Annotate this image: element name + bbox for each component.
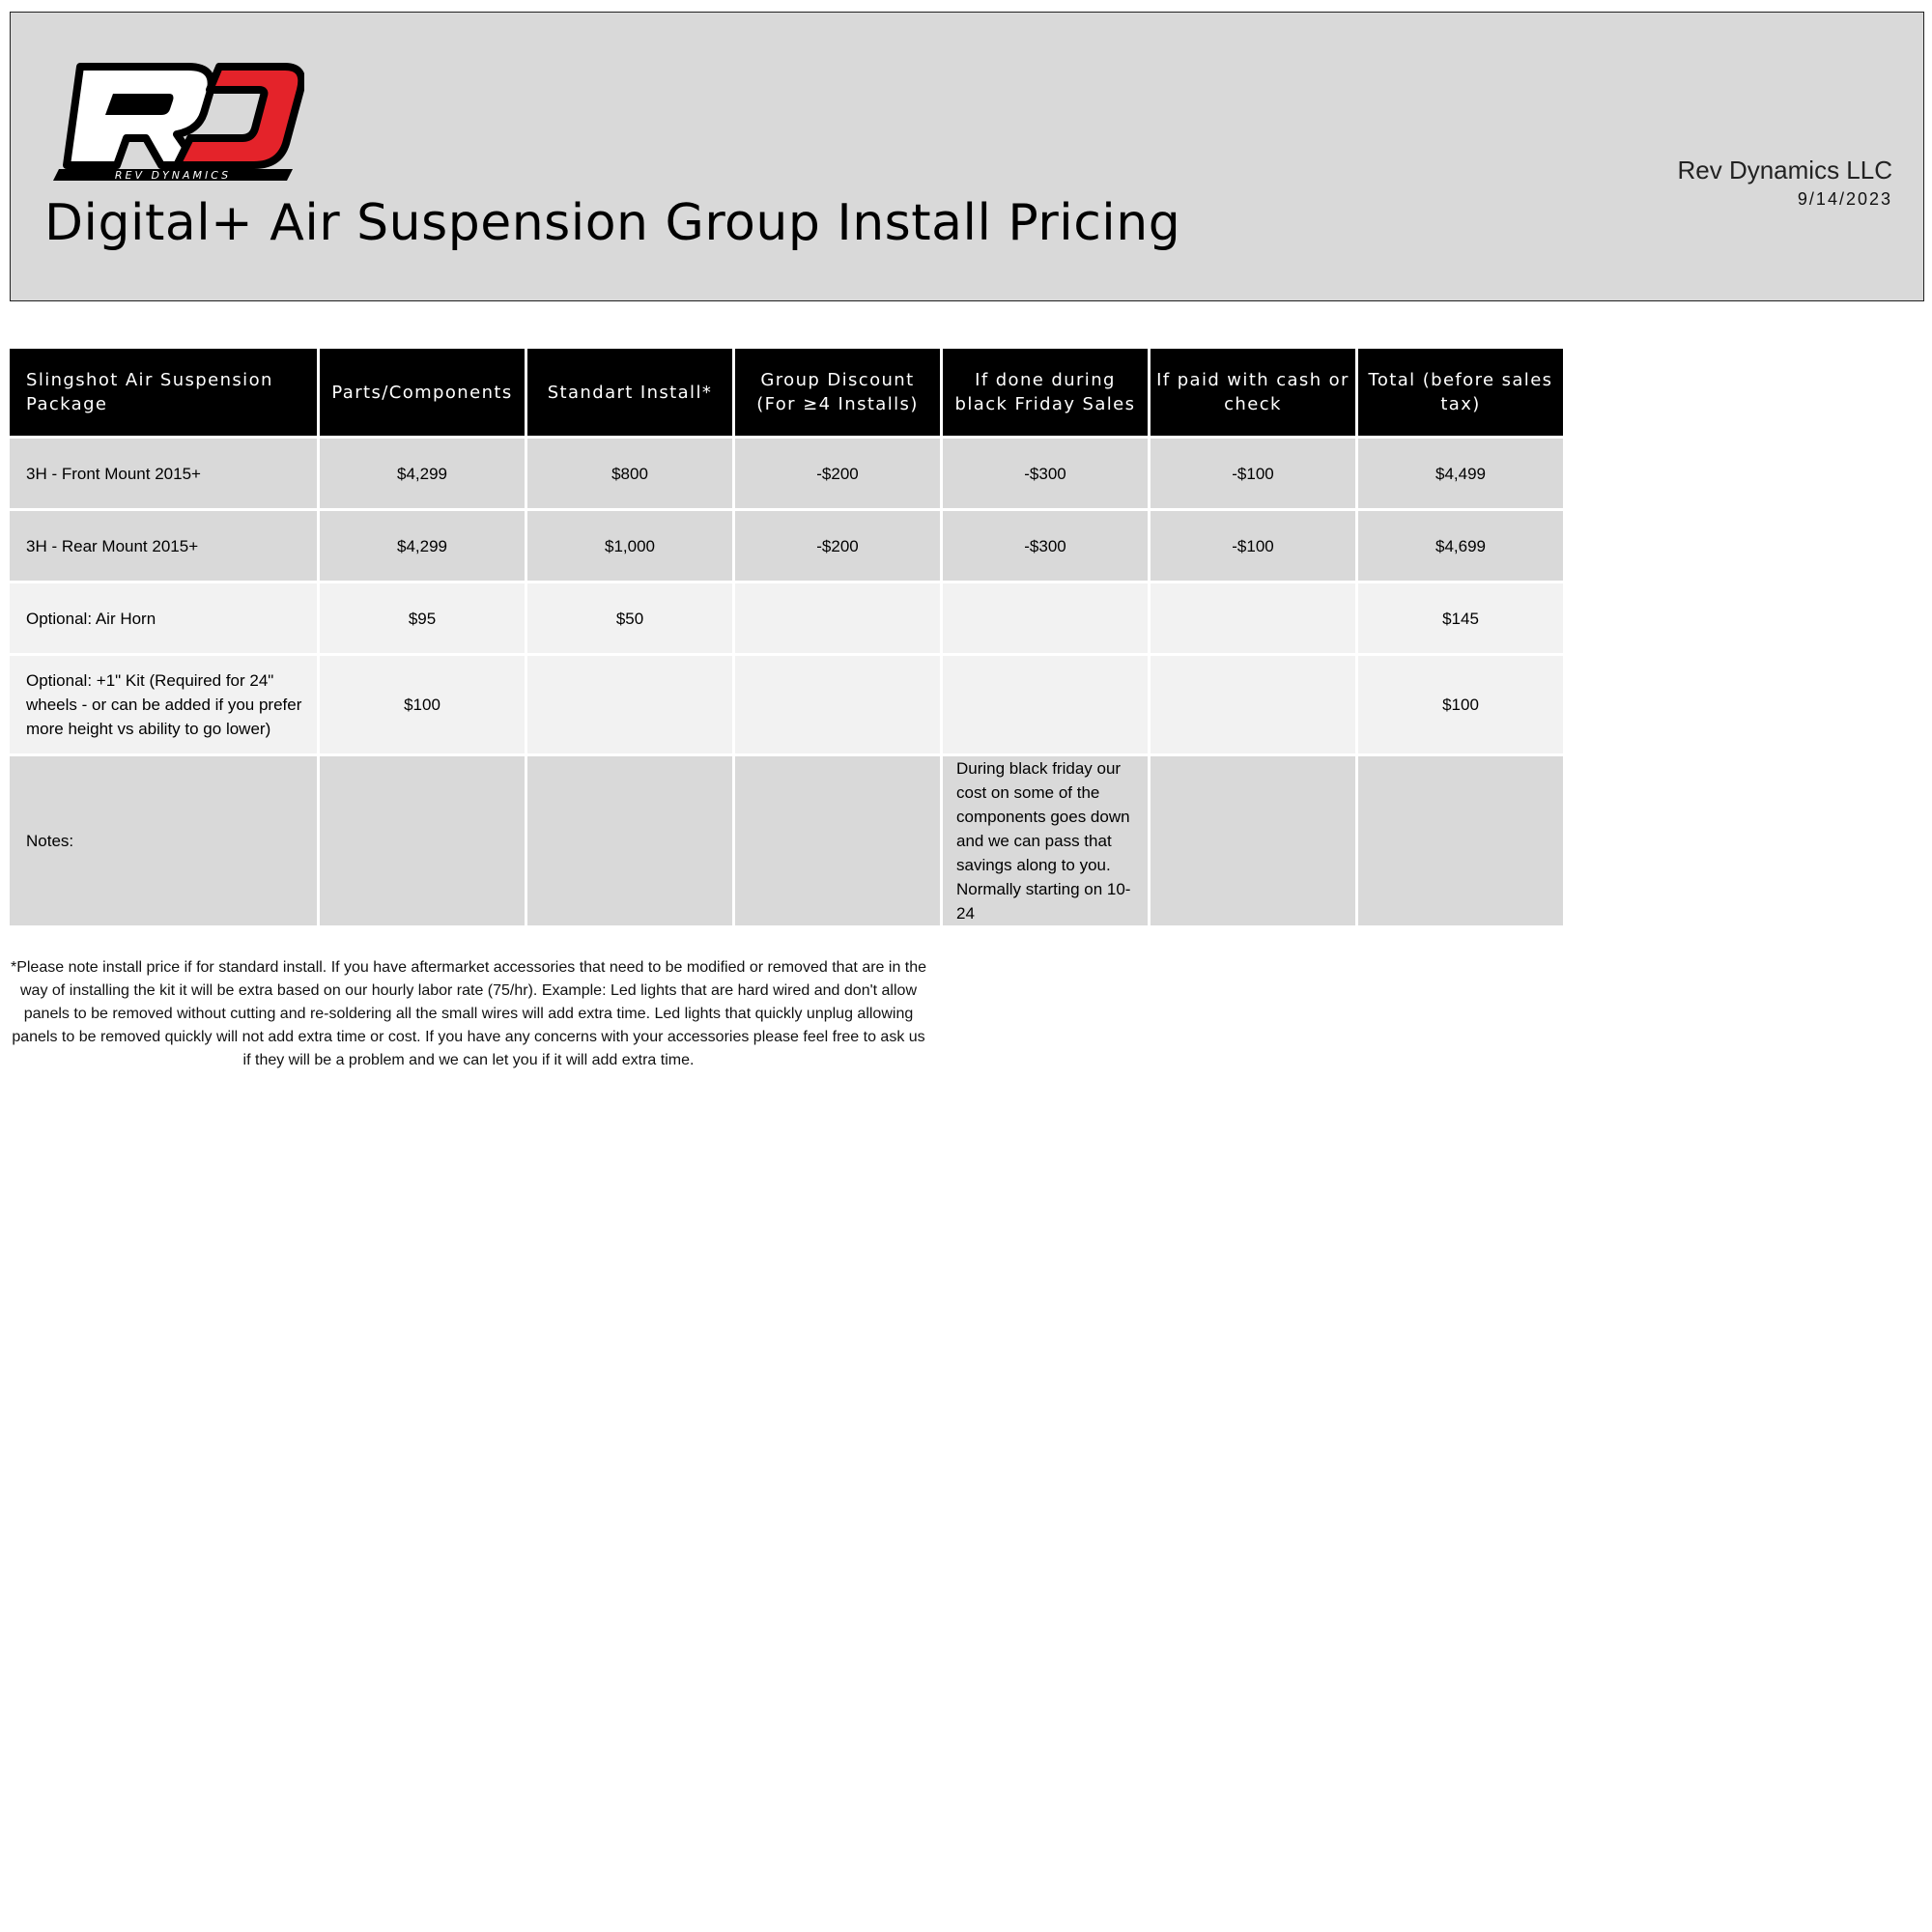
page-title: Digital+ Air Suspension Group Install Pricing — [44, 194, 1181, 252]
cell-group-discount — [735, 756, 940, 925]
pricing-table — [7, 346, 1566, 928]
column-header-parts: Parts/Components — [320, 349, 525, 436]
column-header-black-friday: If done during black Friday Sales — [943, 349, 1148, 436]
cell-total: $4,699 — [1358, 511, 1563, 581]
cell-group-discount — [735, 583, 940, 653]
cell-install — [527, 756, 732, 925]
install-footnote: *Please note install price if for standard install. If you have aftermarket accessories that need to be modified or removed that are in the way of installing the kit it will be extra based on our hourly labor rate (75/hr). Example: Led lights that are hard wired and don't allow panels to be removed without cutting and re-soldering all the small wires will add extra time. Led lights that quickly unplug allowing panels to be removed quickly will not add extra time or cost. If you have any concerns with your accessories please feel free to ask us if they will be a problem and we can let you if it will add extra time. — [10, 959, 927, 1068]
cell-total: $100 — [1358, 656, 1563, 753]
cell-black-friday: -$300 — [943, 439, 1148, 508]
column-header-package: Slingshot Air Suspension Package — [10, 349, 317, 436]
cell-install: $1,000 — [527, 511, 732, 581]
cell-package: 3H - Rear Mount 2015+ — [10, 511, 317, 581]
rev-dynamics-logo — [53, 57, 304, 183]
cell-group-discount: -$200 — [735, 439, 940, 508]
cell-total — [1358, 756, 1563, 925]
cell-parts: $4,299 — [320, 439, 525, 508]
cell-parts: $4,299 — [320, 511, 525, 581]
cell-cash-check: -$100 — [1151, 511, 1355, 581]
cell-package: Optional: Air Horn — [10, 583, 317, 653]
cell-cash-check: -$100 — [1151, 439, 1355, 508]
cell-cash-check — [1151, 756, 1355, 925]
cell-parts: $100 — [320, 656, 525, 753]
cell-total: $4,499 — [1358, 439, 1563, 508]
cell-black-friday-note: During black friday our cost on some of the components goes down and we can pass that savings along to you. Normally starting on 10-24 — [943, 756, 1148, 925]
table-row — [10, 511, 1563, 581]
cell-notes-label: Notes: — [10, 756, 317, 925]
company-name: Rev Dynamics LLC — [1677, 156, 1892, 185]
cell-black-friday — [943, 656, 1148, 753]
table-row-notes — [10, 756, 1563, 925]
cell-install: $50 — [527, 583, 732, 653]
column-header-cash-check: If paid with cash or check — [1151, 349, 1355, 436]
table-header-row — [10, 349, 1563, 436]
logo-text: REV DYNAMICS — [114, 169, 232, 182]
table-row — [10, 583, 1563, 653]
cell-black-friday — [943, 583, 1148, 653]
cell-package: Optional: +1" Kit (Required for 24" wheels - or can be added if you prefer more height vs ability to go lower) — [10, 656, 317, 753]
cell-parts — [320, 756, 525, 925]
document-date: 9/14/2023 — [1797, 189, 1892, 209]
cell-black-friday: -$300 — [943, 511, 1148, 581]
table-row — [10, 439, 1563, 508]
cell-total: $145 — [1358, 583, 1563, 653]
header-banner — [10, 12, 1924, 301]
table-row — [10, 656, 1563, 753]
cell-group-discount — [735, 656, 940, 753]
cell-parts: $95 — [320, 583, 525, 653]
column-header-total: Total (before sales tax) — [1358, 349, 1563, 436]
cell-install: $800 — [527, 439, 732, 508]
column-header-install: Standart Install* — [527, 349, 732, 436]
cell-package: 3H - Front Mount 2015+ — [10, 439, 317, 508]
cell-cash-check — [1151, 583, 1355, 653]
column-header-group-discount: Group Discount (For ≥4 Installs) — [735, 349, 940, 436]
cell-install — [527, 656, 732, 753]
cell-cash-check — [1151, 656, 1355, 753]
cell-group-discount: -$200 — [735, 511, 940, 581]
